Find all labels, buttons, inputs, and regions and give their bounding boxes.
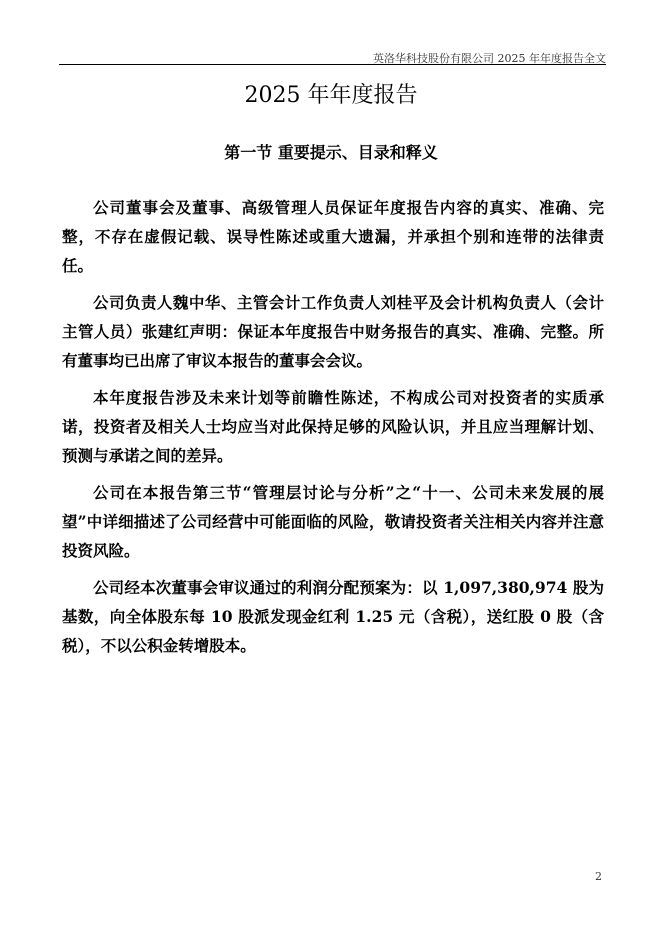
paragraph-profit-distribution: 公司经本次董事会审议通过的利润分配预案为：以 1,097,380,974 股为基数，向全体股东每 10 股派发现金红利 1.25 元（含税），送红股 0 股（含税），不以公积金转增股本。 <box>62 578 604 655</box>
section-heading: 第一节 重要提示、目录和释义 <box>224 143 438 162</box>
paragraph-forward-looking: 本年度报告涉及未来计划等前瞻性陈述，不构成公司对投资者的实质承诺，投资者及相关人士均应当对此保持足够的风险认识，并且应当理解计划、预测与承诺之间的差异。 <box>62 388 604 465</box>
document-title: 2025 年年度报告 <box>244 83 418 108</box>
body-text <box>62 193 604 668</box>
paragraph-board-guarantee: 公司董事会及董事、高级管理人员保证年度报告内容的真实、准确、完整，不存在虚假记载、误导性陈述或重大遗漏，并承担个别和连带的法律责任。 <box>62 198 604 275</box>
running-header: 英洛华科技股份有限公司 2025 年年度报告全文 <box>373 52 606 65</box>
paragraph-risk-notice: 公司在本报告第三节“管理层讨论与分析”之“十一、公司未来发展的展望”中详细描述了公司经营中可能面临的风险，敬请投资者关注相关内容并注意投资风险。 <box>62 483 604 560</box>
page-number: 2 <box>595 870 602 883</box>
paragraph-officer-statement: 公司负责人魏中华、主管会计工作负责人刘桂平及会计机构负责人（会计主管人员）张建红声明：保证本年度报告中财务报告的真实、准确、完整。所有董事均已出席了审议本报告的董事会会议。 <box>62 293 604 370</box>
header-divider <box>59 64 606 65</box>
